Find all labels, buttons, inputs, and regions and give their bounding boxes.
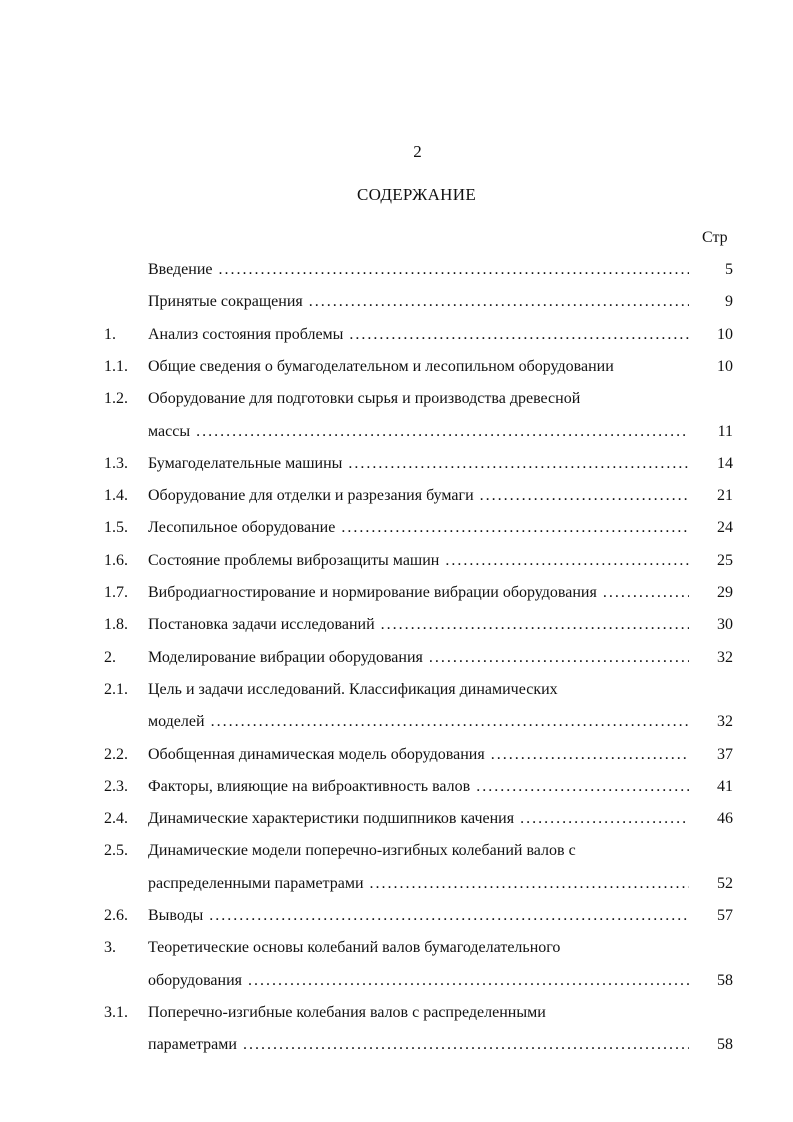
- page-number: 2: [413, 142, 422, 161]
- toc-leader-dots: [520, 803, 689, 835]
- toc-row: [0, 997, 793, 1029]
- toc-row: [0, 771, 793, 803]
- toc-entry-title: Лесопильное оборудование: [148, 519, 336, 537]
- toc-entry: [148, 997, 753, 1029]
- toc-number: 2.4.: [104, 810, 128, 828]
- toc-page-number: 57: [717, 907, 733, 924]
- toc-entry: [148, 771, 689, 803]
- toc-entry-title: Обобщенная динамическая модель оборудования: [148, 745, 485, 763]
- toc-page-number: 5: [725, 261, 733, 278]
- toc-page-number: 10: [717, 357, 733, 375]
- toc-number: 1.6.: [104, 551, 128, 569]
- toc-leader-dots: [480, 480, 689, 512]
- toc-entry: [148, 383, 753, 415]
- toc-entry-title: Теоретические основы колебаний валов бумагоделательного: [148, 939, 561, 957]
- toc-row: [0, 609, 793, 641]
- toc-page-number: 29: [717, 584, 733, 601]
- toc-entry-title: Выводы: [148, 907, 204, 924]
- toc-entry-title: Факторы, влияющие на виброактивность валов: [148, 777, 471, 795]
- toc-row: [0, 965, 793, 997]
- toc-entry-title: Анализ состояния проблемы: [148, 325, 344, 343]
- toc-row: [0, 739, 793, 771]
- toc-number: 2.5.: [104, 842, 128, 860]
- toc-entry: [148, 932, 753, 964]
- toc-row: [0, 286, 793, 318]
- toc-entry: [148, 480, 689, 512]
- toc-leader-dots: [476, 771, 689, 803]
- toc-leader-dots: [211, 706, 689, 738]
- toc-number: 2.3.: [104, 777, 128, 795]
- toc-number: 2.: [104, 648, 116, 666]
- toc-number: 1.5.: [104, 519, 128, 537]
- toc-entry-title: оборудования: [148, 971, 242, 989]
- toc-entry: [148, 965, 689, 997]
- toc-number: 1.7.: [104, 584, 128, 601]
- toc-row: [0, 577, 793, 609]
- toc-number: 1.1.: [104, 357, 128, 375]
- toc-row: [0, 448, 793, 480]
- toc-leader-dots: [243, 1029, 689, 1061]
- toc-entry-title: Динамические характеристики подшипников качения: [148, 810, 515, 828]
- toc-leader-dots: [381, 609, 689, 641]
- toc-page-number: 58: [717, 1036, 733, 1054]
- toc-leader-dots: [219, 254, 690, 286]
- page-title: СОДЕРЖАНИЕ: [356, 185, 477, 204]
- toc-entry-title: распределенными параметрами: [148, 874, 364, 892]
- toc-row: [0, 416, 793, 448]
- toc-row: [0, 706, 793, 738]
- toc-entry-title: Постановка задачи исследований: [148, 616, 375, 634]
- toc-page-number: 24: [717, 519, 733, 537]
- toc-number: 1.4.: [104, 487, 128, 505]
- toc-leader-dots: [341, 512, 689, 544]
- toc-entry-title: Моделирование вибрации оборудования: [148, 648, 423, 666]
- toc-leader-dots: [196, 416, 689, 448]
- toc-leader-dots: [370, 868, 689, 900]
- toc-page-number: 32: [717, 648, 733, 666]
- toc-page-number: 10: [717, 325, 733, 343]
- toc-number: 1.8.: [104, 616, 128, 634]
- toc-leader-dots: [309, 286, 689, 318]
- toc-entry: [148, 739, 689, 771]
- toc-page-number: 52: [717, 874, 733, 892]
- toc-row: [0, 480, 793, 512]
- toc-leader-dots: [248, 965, 689, 997]
- toc-page-number: 11: [717, 422, 733, 440]
- toc-entry: [148, 319, 689, 351]
- toc-entry: [148, 706, 689, 738]
- toc-entry: [148, 577, 689, 609]
- toc-page-number: 58: [717, 971, 733, 989]
- toc-entry-title: Поперечно-изгибные колебания валов с распределенными: [148, 1003, 546, 1021]
- toc-leader-dots: [348, 448, 689, 480]
- page-column-header: Стр: [702, 229, 728, 246]
- toc-leader-dots: [209, 900, 689, 932]
- toc-entry: [148, 642, 689, 674]
- toc-entry-title: Бумагоделательные машины: [148, 454, 343, 472]
- toc-entry: [148, 512, 689, 544]
- toc-entry-title: параметрами: [148, 1036, 237, 1054]
- toc-entry-title: моделей: [148, 713, 205, 731]
- toc-row: [0, 932, 793, 964]
- toc-page-number: 9: [725, 293, 733, 311]
- toc-number: 2.2.: [104, 745, 128, 763]
- toc-row: [0, 900, 793, 932]
- toc-entry: [148, 254, 689, 286]
- toc-row: [0, 868, 793, 900]
- toc-number: 1.3.: [104, 454, 128, 472]
- toc-leader-dots: [429, 642, 689, 674]
- toc-page-number: 32: [717, 713, 733, 731]
- toc-number: 2.6.: [104, 907, 128, 924]
- toc-entry: [148, 803, 689, 835]
- toc-entry: [148, 351, 689, 383]
- toc-page-number: 46: [717, 810, 733, 828]
- toc-leader-dots: [491, 739, 689, 771]
- toc-entry: [148, 545, 689, 577]
- toc-row: [0, 803, 793, 835]
- toc-page-number: 25: [717, 551, 733, 569]
- toc-leader-dots: [349, 319, 689, 351]
- toc-entry: [148, 416, 689, 448]
- toc-entry: [148, 674, 753, 706]
- toc-entry: [148, 1029, 689, 1061]
- toc-entry-title: Вибродиагностирование и нормирование вибрации оборудования: [148, 584, 597, 601]
- toc-page-number: 41: [717, 777, 733, 795]
- toc-number: 3.: [104, 939, 116, 957]
- toc-leader-dots: [445, 545, 689, 577]
- toc-row: [0, 1029, 793, 1061]
- toc-entry: [148, 286, 689, 318]
- toc-entry: [148, 835, 753, 867]
- toc-row: [0, 319, 793, 351]
- toc-row: [0, 835, 793, 867]
- toc-entry-title: Введение: [148, 261, 213, 278]
- toc-entry: [148, 448, 689, 480]
- toc-page-number: 14: [717, 454, 733, 472]
- toc-entry-title: Оборудование для отделки и разрезания бумаги: [148, 487, 474, 505]
- toc-number: 1.: [104, 325, 116, 343]
- toc-row: [0, 545, 793, 577]
- toc-entry-title: Оборудование для подготовки сырья и производства древесной: [148, 390, 581, 408]
- toc-row: [0, 512, 793, 544]
- toc-number: 3.1.: [104, 1003, 128, 1021]
- toc-row: [0, 674, 793, 706]
- toc-entry-title: Состояние проблемы виброзащиты машин: [148, 551, 440, 569]
- toc-entry-title: Общие сведения о бумагоделательном и лесопильном оборудовании: [148, 357, 614, 375]
- toc-row: [0, 383, 793, 415]
- toc-entry-title: Цель и задачи исследований. Классификация динамических: [148, 680, 558, 698]
- toc-leader-dots: [603, 577, 689, 609]
- toc-entry-title: массы: [148, 422, 191, 440]
- toc-entry: [148, 868, 689, 900]
- toc-entry-title: Принятые сокращения: [148, 293, 303, 311]
- toc-entry: [148, 609, 689, 641]
- toc-page-number: 21: [717, 487, 733, 505]
- toc-number: 2.1.: [104, 680, 128, 698]
- toc-entry: [148, 900, 689, 932]
- toc-row: [0, 642, 793, 674]
- toc-page-number: 30: [717, 616, 733, 634]
- toc-row: [0, 351, 793, 383]
- toc-entry-title: Динамические модели поперечно-изгибных колебаний валов с: [148, 842, 576, 860]
- toc-number: 1.2.: [104, 390, 128, 408]
- toc-page-number: 37: [717, 745, 733, 763]
- toc-row: [0, 254, 793, 286]
